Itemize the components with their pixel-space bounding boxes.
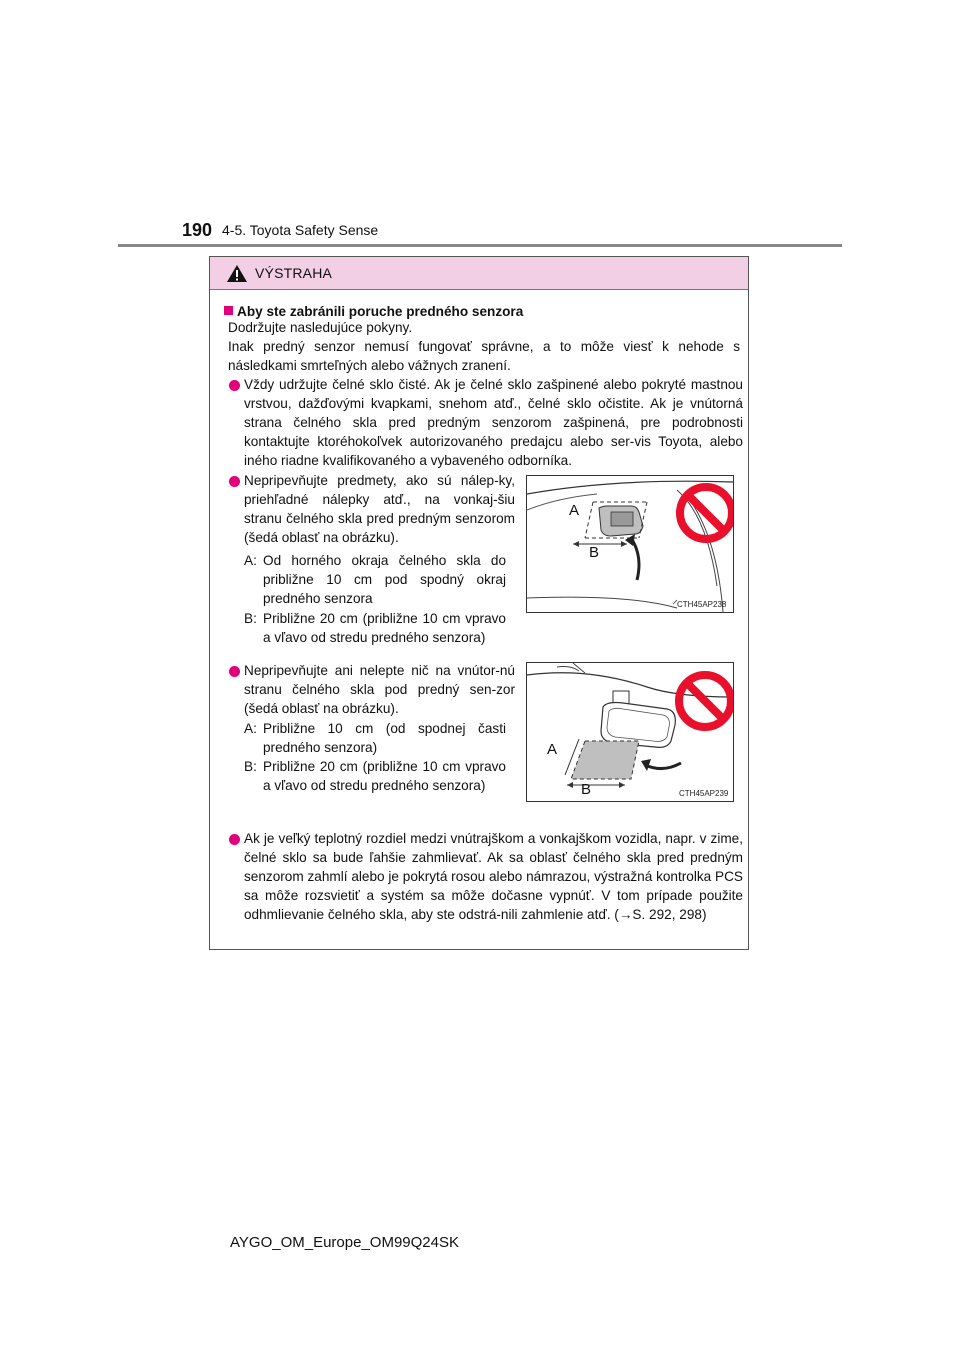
item-text: Približne 20 cm (približne 10 cm vpravo a vľavo od stredu predného senzora) xyxy=(263,759,506,793)
figure-windshield-exterior xyxy=(526,475,734,613)
item-label: A: xyxy=(244,721,257,736)
figure-label-b: B xyxy=(589,544,600,561)
page-number: 190 xyxy=(182,220,213,240)
item-label: B: xyxy=(244,611,257,626)
warning-heading: Aby ste zabránili poruche predného senzora xyxy=(237,304,524,319)
figure-label-a: A xyxy=(547,741,558,758)
bullet-3: Nepripevňujte ani nelepte nič na vnútor-nú stranu čelného skla pod predný sen-zor (šedá oblasť na obrázku). xyxy=(244,663,515,716)
bullet-2: Nepripevňujte predmety, ako sú nálep-ky, priehľadné nálepky atď., na vonkaj-šiu stranu čelného skla pred predným senzorom (šedá oblasť na obrázku). xyxy=(244,473,515,545)
figure-code: CTH45AP239 xyxy=(679,789,729,798)
figure-windshield-interior xyxy=(526,662,734,802)
item-text: Približne 20 cm (približne 10 cm vpravo a vľavo od stredu predného senzora) xyxy=(263,611,506,645)
section-title: 4-5. Toyota Safety Sense xyxy=(222,222,379,238)
bullet-dot-icon xyxy=(229,666,240,677)
windshield-interior-illustration xyxy=(527,663,733,801)
header-rule xyxy=(118,244,842,247)
warning-title: VÝSTRAHA xyxy=(255,265,333,281)
item-label: B: xyxy=(244,759,257,774)
bullet-3-item-b xyxy=(244,757,506,795)
item-text: Od horného okraja čelného skla do približne 10 cm pod spodný okraj predného senzora xyxy=(263,553,506,606)
windshield-exterior-illustration xyxy=(527,476,733,612)
bullet-3-item-a xyxy=(244,719,506,757)
bullet-2-item-b xyxy=(244,609,506,647)
figure-label-a: A xyxy=(569,502,580,519)
square-bullet-icon xyxy=(224,306,233,315)
footer-doc-id: AYGO_OM_Europe_OM99Q24SK xyxy=(230,1234,459,1251)
warning-box xyxy=(209,256,749,950)
warning-header xyxy=(210,257,748,290)
item-text: Približne 10 cm (od spodnej časti predného senzora) xyxy=(263,721,506,755)
bullet-2-item-a xyxy=(244,551,506,608)
bullet-dot-icon xyxy=(229,380,240,391)
intro-line-2: Inak predný senzor nemusí fungovať správne, a to môže viesť k nehode s následkami smrteľných alebo vážnych zranení. xyxy=(228,339,740,373)
bullet-dot-icon xyxy=(229,834,240,845)
figure-code: CTH45AP238 xyxy=(677,600,727,609)
warning-triangle-icon xyxy=(226,264,248,283)
bullet-dot-icon xyxy=(229,476,240,487)
item-label: A: xyxy=(244,553,257,568)
intro-line-1: Dodržujte nasledujúce pokyny. xyxy=(228,320,413,335)
bullet-4: Ak je veľký teplotný rozdiel medzi vnútrajškom a vonkajškom vozidla, napr. v zime, čelné sklo sa bude ľahšie zahmlievať. Ak sa oblasť čelného skla pred predným senzorom zahmlí alebo je pokrytá rosou alebo námrazou, výstražná kontrolka PCS sa môže rozsvietiť a systém sa môže dočasne vypnúť. V tom prípade použite odhmlievanie čelného skla, aby ste odstrá-nili zahmlenie atď. (→S. 292, 298) xyxy=(244,831,743,922)
figure-label-b: B xyxy=(581,781,592,798)
bullet-1: Vždy udržujte čelné sklo čisté. Ak je čelné sklo zašpinené alebo pokryté mastnou vrstvou, dažďovými kvapkami, snehom atď., čelné sklo očistite. Ak je vnútorná strana čelného skla pred predným senzorom zašpinená, pre podrobnosti kontaktujte ktoréhokoľvek autorizovaného predajcu alebo ser-vis Toyota, alebo iného riadne kvalifikovaného a vybaveného odborníka. xyxy=(244,377,743,468)
